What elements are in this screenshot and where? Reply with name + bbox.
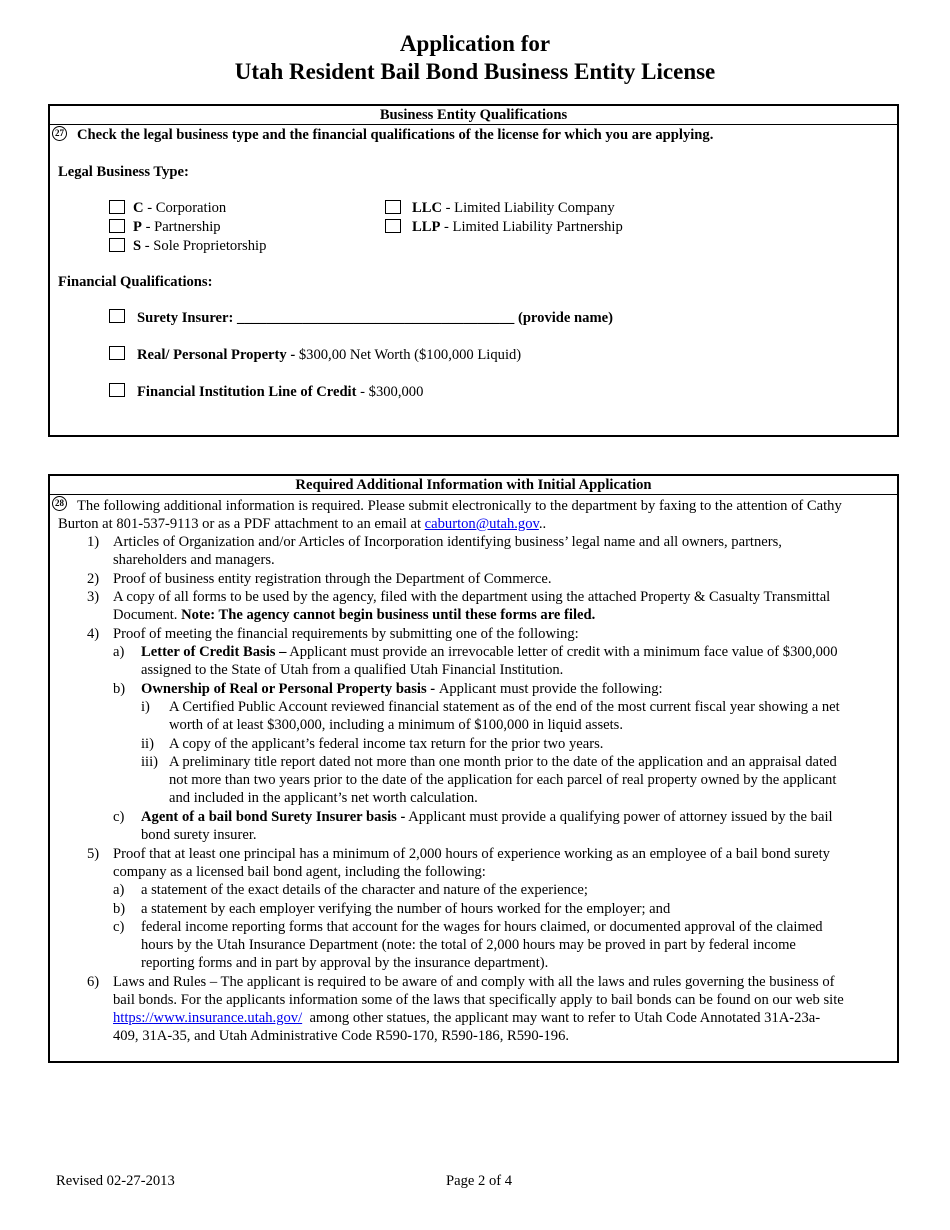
- real-property-checkbox[interactable]: [109, 346, 125, 360]
- item-5c-text: federal income reporting forms that account for the wages for hours claimed, or documented approval of the claimed: [141, 919, 823, 935]
- item-4a-text-cont: assigned to the State of Utah from a qualified Utah Financial Institution.: [141, 662, 564, 678]
- partnership-checkbox[interactable]: [109, 219, 125, 233]
- line-of-credit-line: Financial Institution Line of Credit - $300,000: [137, 384, 424, 400]
- intro-line-2: Burton at 801-537-9113 or as a PDF attachment to an email at caburton@utah.gov..: [58, 516, 547, 532]
- llp-checkbox[interactable]: [385, 219, 401, 233]
- item-4b-i-text: A Certified Public Account reviewed financial statement as of the end of the most current fiscal year showing a net: [169, 699, 840, 715]
- item-4b-iii-text-end: and included in the applicant’s net worth calculation.: [169, 790, 478, 806]
- item-6-text-link-line: https://www.insurance.utah.gov/ among other statues, the applicant may want to refer to Utah Code Annotated 31A-23a-: [113, 1010, 821, 1026]
- item-4a-text: Letter of Credit Basis – Applicant must provide an irrevocable letter of credit with a minimum face value of $300,000: [141, 644, 838, 660]
- intro-line-1: The following additional information is required. Please submit electronically to the department by faxing to the attention of Cathy: [77, 498, 842, 514]
- corporation-checkbox[interactable]: [109, 200, 125, 214]
- revised-date: Revised 02-27-2013: [56, 1173, 175, 1189]
- marker-28-icon: 28: [52, 496, 67, 511]
- financial-label: Financial Qualifications:: [58, 274, 213, 290]
- additional-info-section: [48, 474, 899, 1063]
- qualifications-section: [48, 104, 899, 437]
- item-4c-text-cont: bond surety insurer.: [141, 827, 257, 843]
- insurance-website-link[interactable]: https://www.insurance.utah.gov/: [113, 1010, 303, 1026]
- item-6-number: 6): [87, 974, 100, 990]
- page-title: [0, 30, 950, 86]
- llc-checkbox[interactable]: [385, 200, 401, 214]
- item-4b-text: Ownership of Real or Personal Property basis - Applicant must provide the following:: [141, 681, 663, 697]
- item-2-number: 2): [87, 571, 100, 587]
- item-5c-letter: c): [113, 919, 125, 935]
- item-5b-letter: b): [113, 901, 126, 917]
- surety-insurer-checkbox[interactable]: [109, 309, 125, 323]
- corporation-label: C - Corporation: [133, 200, 227, 216]
- item-4b-iii-text: A preliminary title report dated not more than one month prior to the date of the application and an appraisal dated: [169, 754, 837, 770]
- item-4b-letter: b): [113, 681, 126, 697]
- item-5c-text-cont: hours by the Utah Insurance Department (note: the total of 2,000 hours may be proved in part by federal income: [141, 937, 796, 953]
- real-property-line: Real/ Personal Property - $300,00 Net Worth ($100,000 Liquid): [137, 347, 522, 363]
- sole-proprietorship-label: S - Sole Proprietorship: [133, 238, 267, 254]
- partnership-label: P - Partnership: [133, 219, 221, 235]
- line-of-credit-checkbox[interactable]: [109, 383, 125, 397]
- item-4c-letter: c): [113, 809, 125, 825]
- item-4b-ii-numeral: ii): [141, 736, 154, 752]
- item-5b-text: a statement by each employer verifying the number of hours worked for the employer; and: [141, 901, 671, 917]
- item-5a-text: a statement of the exact details of the character and nature of the experience;: [141, 882, 588, 898]
- item-6-text-end: 409, 31A-35, and Utah Administrative Code R590-170, R590-186, R590-196.: [113, 1028, 570, 1044]
- surety-insurer-line: Surety Insurer: ______________________________________ (provide name): [137, 310, 613, 326]
- qualifications-header: Business Entity Qualifications: [50, 106, 897, 125]
- item-4b-iii-text-cont: not more than two years prior to the date of the application for each parcel of real property owned by the applicant: [169, 772, 837, 788]
- title-line-1: Application for: [399, 31, 551, 56]
- item-4b-i-numeral: i): [141, 699, 150, 715]
- additional-info-header: Required Additional Information with Initial Application: [50, 476, 897, 495]
- surety-insurer-field[interactable]: ______________________________________: [237, 310, 515, 326]
- item-4b-iii-numeral: iii): [141, 754, 159, 770]
- marker-27-icon: 27: [52, 126, 67, 141]
- item-4c-text: Agent of a bail bond Surety Insurer basis - Applicant must provide a qualifying power of attorney issued by the bail: [141, 809, 833, 825]
- item-2-text: Proof of business entity registration through the Department of Commerce.: [113, 571, 552, 587]
- llp-label: LLP - Limited Liability Partnership: [412, 219, 623, 235]
- item-4b-i-text-cont: worth of at least $300,000, including a minimum of $100,000 in liquid assets.: [169, 717, 623, 733]
- item-5c-text-end: reporting forms and in part by approval by the insurance department).: [141, 955, 549, 971]
- sole-proprietorship-checkbox[interactable]: [109, 238, 125, 252]
- item-1-number: 1): [87, 534, 100, 550]
- email-link[interactable]: caburton@utah.gov: [424, 516, 539, 532]
- item-1-text-cont: shareholders and managers.: [113, 552, 275, 568]
- item-5-text-cont: company as a licensed bail bond agent, including the following:: [113, 864, 486, 880]
- item-5-text: Proof that at least one principal has a minimum of 2,000 hours of experience working as an employee of a bail bond surety: [113, 846, 830, 862]
- item-4-text: Proof of meeting the financial requirements by submitting one of the following:: [113, 626, 579, 642]
- item-1-text: Articles of Organization and/or Articles of Incorporation identifying business’ legal name and all owners, partners,: [113, 534, 782, 550]
- item-4-number: 4): [87, 626, 100, 642]
- llc-label: LLC - Limited Liability Company: [412, 200, 615, 216]
- title-line-2: Utah Resident Bail Bond Business Entity License: [234, 59, 716, 84]
- item-6-text-cont: bail bonds. For the applicants information some of the laws that specifically apply to bail bonds can be found on our web site: [113, 992, 844, 1008]
- page-number: Page 2 of 4: [446, 1173, 513, 1189]
- item-3-text-cont: Document. Note: The agency cannot begin business until these forms are filed.: [113, 607, 596, 623]
- item-5a-letter: a): [113, 882, 125, 898]
- item-5-number: 5): [87, 846, 100, 862]
- item-4a-letter: a): [113, 644, 125, 660]
- legal-type-label: Legal Business Type:: [58, 164, 189, 180]
- qualifications-instruction: Check the legal business type and the financial qualifications of the license for which you are applying.: [77, 127, 714, 143]
- item-4b-ii-text: A copy of the applicant’s federal income tax return for the prior two years.: [169, 736, 604, 752]
- item-3-text: A copy of all forms to be used by the agency, filed with the department using the attached Property & Casualty Transmittal: [113, 589, 831, 605]
- item-6-text: Laws and Rules – The applicant is required to be aware of and comply with all the laws and rules governing the business of: [113, 974, 835, 990]
- item-3-number: 3): [87, 589, 100, 605]
